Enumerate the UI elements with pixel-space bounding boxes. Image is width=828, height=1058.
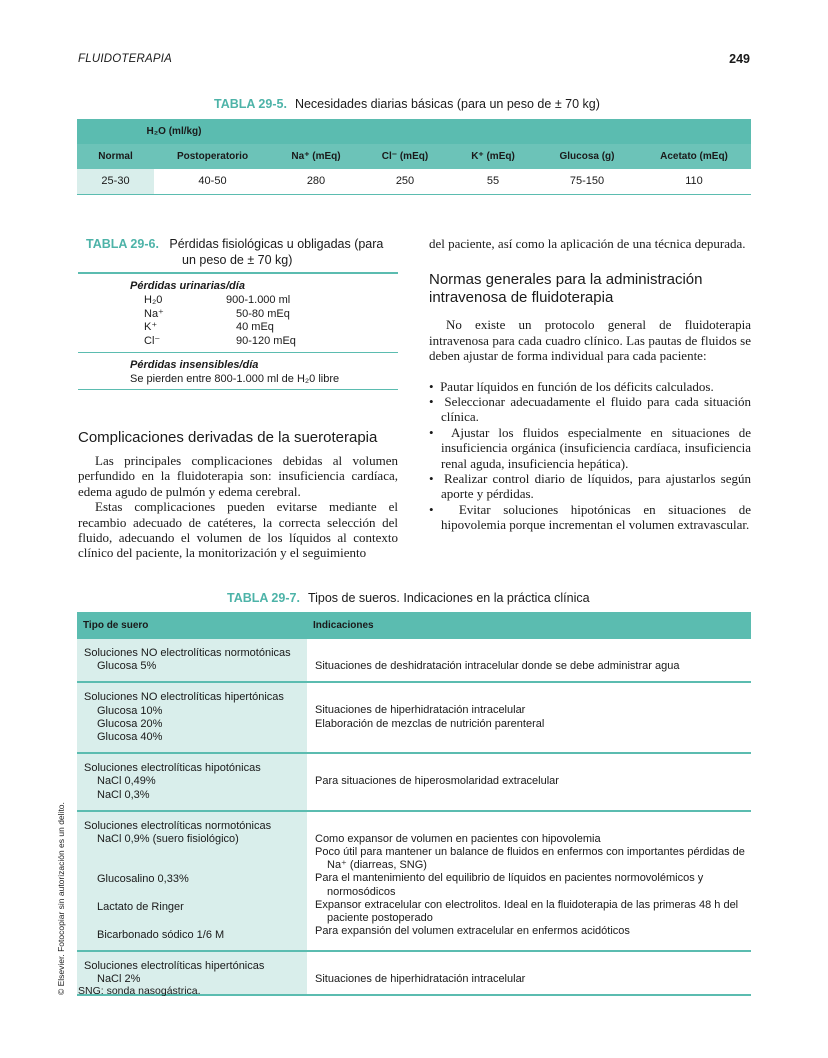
table5-col-na: Na⁺ (mEq) [271, 144, 361, 169]
table5-group-header: H₂O (ml/kg) [77, 119, 271, 144]
table7-title: Tipos de sueros. Indicaciones en la práctica clínica [307, 591, 590, 605]
left-column [78, 429, 398, 561]
paragraph-continuation: del paciente, así como la aplicación de una técnica depurada. [429, 236, 746, 251]
paragraph: No existe un protocolo general de fluidoterapia intravenosa para cada cuadro clínico. Las pautas de fluidos se deben ajustar de forma individual para cada paciente: [429, 317, 751, 364]
table6-title-line1: Pérdidas fisiológicas u obligadas (para [169, 237, 384, 251]
group-title: Soluciones NO electrolíticas hipertónicas [84, 691, 284, 704]
table6-key: K⁺ [144, 321, 158, 333]
table-row [77, 682, 751, 753]
table5 [77, 119, 751, 195]
table5-cell: 75-150 [537, 169, 637, 194]
table6-value: 90-120 mEq [236, 334, 296, 347]
table-row [77, 639, 751, 682]
indication: Elaboración de mezclas de nutrición parenteral [315, 717, 545, 730]
indication: Poco útil para mantener un balance de fluidos en enfermos con importantes pérdidas de Na⁺ (diarreas, SNG) [315, 846, 745, 872]
serum-item: Glucosa 5% [97, 660, 157, 673]
serum-item: Glucosa 10% [97, 704, 163, 717]
table6-value: 50-80 mEq [236, 307, 290, 320]
paragraph: Las principales complicaciones debidas al volumen perfundido en la fluidoterapia son: insuficiencia cardíaca, edema agudo de pulmón y edema cerebral. [78, 453, 398, 499]
right-column [429, 236, 751, 533]
serum-item: NaCl 2% [97, 973, 141, 986]
table5-col-glucosa: Glucosa (g) [537, 144, 637, 169]
list-item-text: Evitar soluciones hipotónicas en situaciones de hipovolemia porque incrementan el volumen extravascular. [441, 501, 751, 533]
list-item: • Realizar control diario de líquidos, para ajustarlos según aporte y pérdidas. [429, 471, 751, 502]
table5-col-normal: Normal [77, 144, 154, 169]
indication: Para situaciones de hiperosmolaridad extracelular [315, 775, 559, 788]
group-title: Soluciones electrolíticas hipotónicas [84, 762, 261, 775]
list-item-text: Seleccionar adecuadamente el fluido para cada situación clínica. [441, 394, 751, 425]
serum-item: NaCl 0,49% [97, 775, 156, 788]
table7-caption [227, 591, 590, 605]
indication: Para el mantenimiento del equilibrio de líquidos en pacientes normovolémicos y normosódicos [315, 872, 704, 898]
list-item: • Evitar soluciones hipotónicas en situaciones de hipovolemia porque incrementan el volumen extravascular. [429, 501, 751, 533]
table6-row [130, 321, 398, 335]
group-title: Soluciones electrolíticas normotónicas [84, 819, 272, 832]
table6-value: 900-1.000 ml [226, 294, 291, 306]
bullet-list [429, 379, 751, 533]
table-row [77, 811, 751, 951]
serum-item: Glucosa 40% [97, 731, 163, 744]
list-item: • Ajustar los fluidos especialmente en situaciones de insuficiencia orgánica (insuficiencia cardíaca, insuficiencia renal aguda, insuficiencia hepática). [429, 424, 752, 471]
table6-title-line2: un peso de ± 70 kg) [182, 253, 293, 267]
list-item: • Pautar líquidos en función de los déficits calculados. [429, 378, 714, 394]
table6 [78, 272, 398, 390]
indication: Expansor extracelular con electrolitos. Ideal en la fluidoterapia de las primeras 48 h del paciente postoperado [315, 898, 739, 925]
list-item-text: Realizar control diario de líquidos, para ajustarlos según aporte y pérdidas. [441, 471, 751, 502]
table5-label: TABLA 29-5. [214, 97, 287, 111]
table5-cell: 55 [449, 169, 537, 194]
table6-urinary [78, 274, 398, 352]
section-heading-complicaciones: Complicaciones derivadas de la sueroterapia [78, 429, 378, 446]
table5-caption [214, 97, 600, 111]
table6-insensible-text: Se pierden entre 800-1.000 ml de H₂0 libre [130, 373, 340, 385]
serum-item: Bicarbonado sódico 1/6 M [97, 928, 225, 941]
indication: Como expansor de volumen en pacientes con hipovolemia [315, 832, 601, 845]
page-number: 249 [729, 52, 750, 66]
table6-insensible-title: Pérdidas insensibles/día [130, 359, 259, 371]
table5-row [77, 169, 751, 194]
table5-col-postop: Postoperatorio [154, 144, 271, 169]
group-title: Soluciones electrolíticas hipertónicas [84, 959, 265, 972]
table7-col-tipo: Tipo de suero [77, 612, 307, 639]
indication: Situaciones de deshidratación intracelular donde se debe administrar agua [315, 660, 680, 672]
serum-item: Lactato de Ringer [97, 901, 184, 914]
serum-item: NaCl 0,3% [97, 788, 150, 801]
table6-rule-bottom [78, 389, 398, 390]
table6-key: Cl⁻ [144, 334, 161, 347]
serum-item: Glucosalino 0,33% [97, 873, 189, 886]
indication: Situaciones de hiperhidratación intracelular [315, 972, 526, 985]
table6-key: Na⁺ [144, 307, 164, 320]
table6-label: TABLA 29-6. [86, 237, 159, 251]
table5-cell: 250 [361, 169, 449, 194]
table6-row [130, 308, 398, 322]
table6-value: 40 mEq [236, 321, 274, 333]
table-row [77, 753, 751, 811]
serum-item: NaCl 0,9% (suero fisiológico) [97, 833, 239, 846]
section-heading-normas: Normas generales para la administración intravenosa de fluidoterapia [429, 271, 703, 307]
group-title: Soluciones NO electrolíticas normotónicas [84, 647, 291, 659]
table7-col-indicaciones: Indicaciones [307, 612, 751, 639]
table5-cell: 40-50 [154, 169, 271, 194]
table6-row [130, 294, 398, 308]
list-item-text: Ajustar los fluidos especialmente en situaciones de insuficiencia orgánica (insuficiencia cardíaca, insuficiencia renal aguda, insuficiencia hepática). [441, 424, 752, 471]
table5-col-k: K⁺ (mEq) [449, 144, 537, 169]
table5-title: Necesidades diarias básicas (para un peso de ± 70 kg) [294, 97, 600, 111]
running-header: FLUIDOTERAPIA [78, 53, 172, 65]
table5-cell: 25-30 [77, 169, 154, 194]
table5-col-cl: Cl⁻ (mEq) [361, 144, 449, 169]
table7-label: TABLA 29-7. [227, 591, 300, 605]
table5-cell: 110 [637, 169, 751, 194]
list-item: • Seleccionar adecuadamente el fluido para cada situación clínica. [429, 394, 751, 425]
paragraph: Estas complicaciones pueden evitarse mediante el recambio adecuado de catéteres, la correcta selección del fluido, adecuando el volumen de los líquidos al contexto clínico del paciente, la monitorización y el seguimiento [78, 499, 398, 561]
table5-col-acetato: Acetato (mEq) [637, 144, 751, 169]
table6-key: H₂0 [144, 294, 163, 306]
table6-urinary-title: Pérdidas urinarias/día [130, 280, 245, 292]
table6-caption [86, 236, 406, 268]
indication: Situaciones de hiperhidratación intracelular [315, 704, 526, 717]
indication: Para expansión del volumen extracelular en enfermos acidóticos [315, 925, 630, 938]
footnote: SNG: sonda nasogástrica. [78, 985, 201, 997]
copyright-notice: © Elsevier. Fotocopiar sin autorización es un delito. [56, 802, 66, 995]
serum-item: Glucosa 20% [97, 717, 163, 730]
table5-cell: 280 [271, 169, 361, 194]
list-item-text: Pautar líquidos en función de los déficits calculados. [440, 378, 714, 394]
table6-row [130, 335, 398, 349]
table6-insensible [78, 353, 398, 389]
table7 [77, 612, 751, 996]
